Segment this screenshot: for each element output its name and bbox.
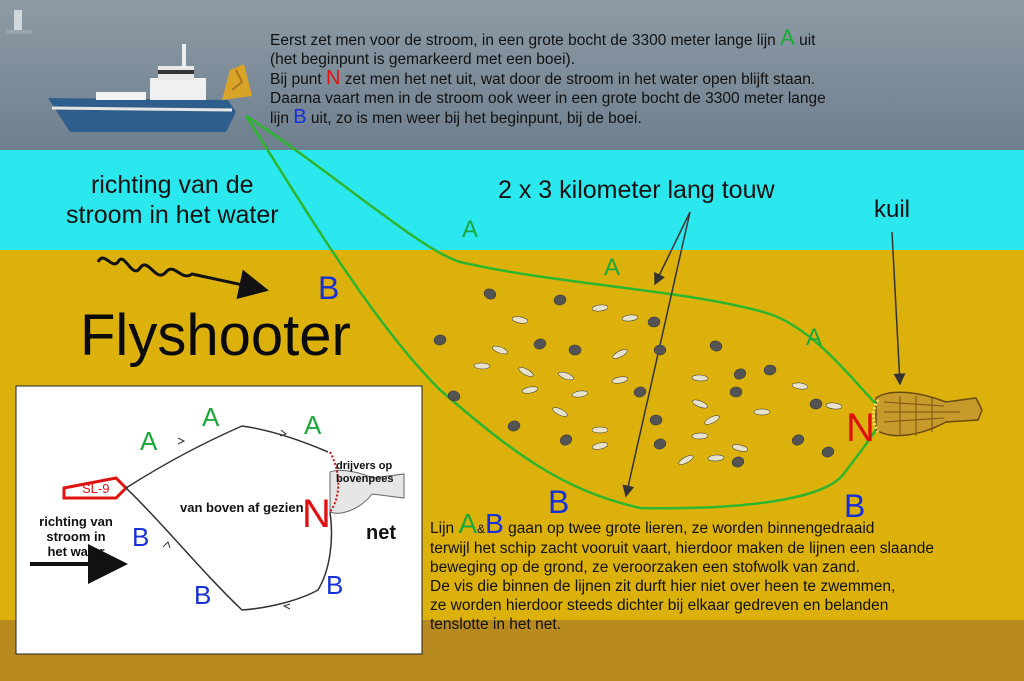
letter-b-3: B: [844, 488, 866, 524]
explain-line1-post: gaan op twee grote lieren, ze worden binnengedraaid: [508, 520, 875, 537]
inset-current-line1: richting van: [39, 514, 113, 529]
intro-letter-b: B: [293, 106, 307, 128]
inset-letter-n: N: [302, 492, 331, 536]
letter-b-1: B: [318, 270, 340, 306]
letter-a-1: A: [462, 216, 479, 243]
explain-line5: ze worden hierdoor steeds dichter bij elkaar gedreven en belanden: [430, 597, 889, 614]
letter-a-2: A: [604, 254, 621, 281]
inset-floats-line2: bovenpees: [336, 473, 394, 485]
inset-letter-a-2: A: [202, 402, 220, 432]
explain-amp: &: [477, 522, 486, 536]
inset-current-line3: het water: [47, 544, 105, 559]
explain-line3: beweging op de grond, ze veroorzaken een stofwolk van zand.: [430, 559, 860, 576]
inset-floats-label: [336, 460, 393, 486]
roundfish-icon: [592, 427, 608, 433]
inset-floats-line1: drijvers op: [336, 460, 393, 472]
inset-letter-b-2: B: [194, 580, 212, 610]
explain-line2: terwijl het schip zacht vooruit vaart, hierdoor maken de lijnen een slaande: [430, 540, 935, 557]
roundfish-icon: [754, 409, 770, 415]
inset-letter-a-3: A: [304, 410, 322, 440]
explanation-text: [430, 508, 935, 634]
inset-boat-label: SL-9: [82, 481, 110, 496]
intro-line3-post: zet men het net uit, wat door de stroom in het water open blijft staan.: [344, 71, 816, 88]
intro-text: [270, 25, 826, 128]
explain-line6: tenslotte in het net.: [430, 616, 561, 633]
flatfish-icon: [730, 387, 742, 397]
explain-line1-pre: Lijn: [430, 520, 455, 537]
explain-letter-a: A: [458, 508, 478, 539]
inset-letter-a-1: A: [140, 426, 158, 456]
intro-line5-pre: lijn: [270, 110, 289, 127]
explain-letter-b: B: [485, 508, 504, 539]
inset-letter-b-1: B: [132, 522, 150, 552]
current-label: [66, 170, 279, 230]
inset-net-label: net: [366, 522, 396, 544]
intro-letter-n: N: [326, 67, 341, 89]
inset-center-label: van boven af gezien: [180, 500, 304, 515]
current-label-line2: stroom in het water: [66, 201, 279, 229]
page-title: Flyshooter: [80, 303, 351, 368]
kuil-label: kuil: [874, 196, 911, 223]
intro-line1-pre: Eerst zet men voor de stroom, in een grote bocht de 3300 meter lange lijn: [270, 32, 776, 49]
letter-b-2: B: [548, 484, 570, 520]
flatfish-icon: [654, 345, 666, 355]
inset-current-label: [30, 514, 122, 559]
roundfish-icon: [474, 363, 490, 370]
intro-line3-pre: Bij punt: [270, 71, 322, 88]
intro-line2: (het beginpunt is gemarkeerd met een boei).: [270, 51, 576, 68]
inset-letter-b-3: B: [326, 570, 344, 600]
roundfish-icon: [692, 433, 708, 440]
intro-line4: Daarna vaart men in de stroom ook weer in een grote bocht de 3300 meter lange: [270, 90, 826, 107]
intro-line1-post: uit: [799, 32, 816, 49]
inset-current-line2: stroom in: [46, 529, 106, 544]
intro-letter-a: A: [780, 25, 795, 50]
flatfish-icon: [650, 415, 662, 425]
current-label-line1: richting van de: [90, 171, 254, 199]
letter-n: N: [846, 406, 875, 450]
letter-a-3: A: [806, 324, 823, 351]
rope-label: 2 x 3 kilometer lang touw: [498, 176, 775, 204]
intro-line5-post: uit, zo is men weer bij het beginpunt, bij de boei.: [310, 110, 642, 127]
explain-line4: De vis die binnen de lijnen zit durft hier niet over heen te zwemmen,: [430, 578, 896, 595]
